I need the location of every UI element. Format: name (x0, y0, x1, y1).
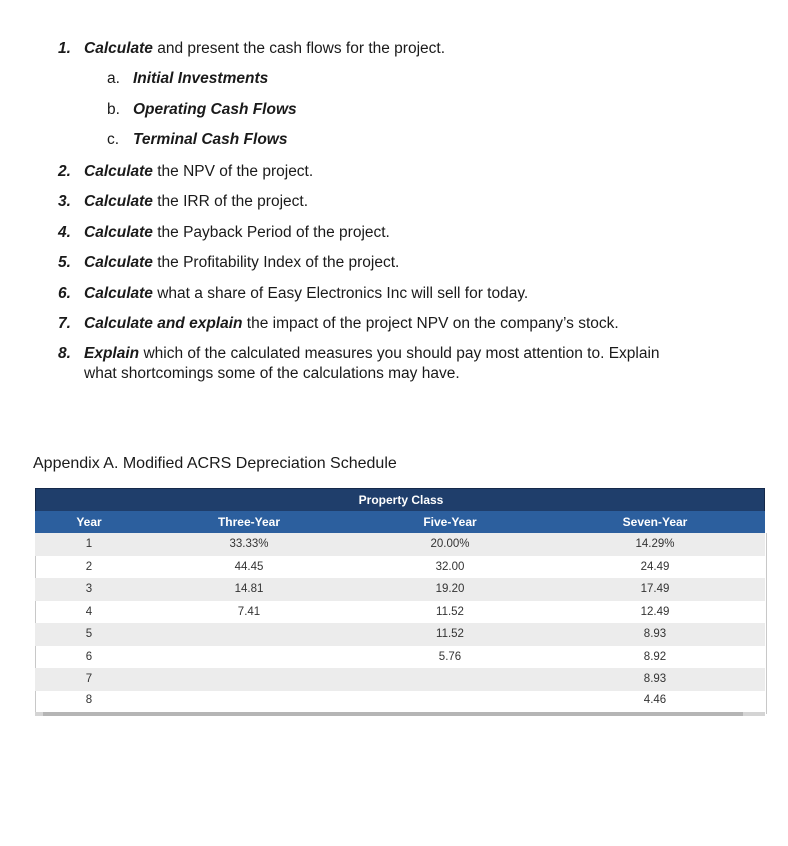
subitem-text: Initial Investments (133, 70, 269, 87)
question-text: which of the calculated measures you should pay most attention to. Explain (139, 345, 660, 362)
subitem-c (107, 130, 288, 150)
question-number: 8. (58, 345, 71, 362)
seven-year-cell: 8.93 (643, 673, 667, 685)
five-year-cell: 32.00 (435, 560, 465, 573)
five-year-cell: 5.76 (438, 650, 462, 663)
question-verb: Calculate (84, 285, 153, 302)
question-verb: Explain (84, 345, 140, 362)
question-3 (58, 192, 308, 212)
column-header-five-year: Five-Year (423, 515, 477, 529)
year-cell: 1 (85, 538, 93, 550)
column-header-row (35, 511, 765, 533)
seven-year-cell: 17.49 (640, 583, 670, 595)
column-header-seven-year: Seven-Year (622, 515, 688, 529)
column-header-year: Year (76, 515, 102, 529)
seven-year-cell: 14.29% (635, 538, 675, 550)
five-year-cell: 11.52 (436, 628, 464, 640)
subitem-text: Operating Cash Flows (133, 101, 297, 118)
table-row (35, 533, 765, 556)
question-7 (58, 314, 619, 334)
property-class-label: Property Class (358, 493, 444, 507)
question-8-continuation (84, 364, 460, 384)
question-5 (58, 253, 400, 273)
appendix-title: Appendix A. Modified ACRS Depreciation Schedule (33, 455, 397, 472)
five-year-cell: 20.00% (430, 538, 470, 550)
year-cell: 5 (85, 628, 93, 640)
question-6 (58, 284, 529, 304)
three-year-cell: 44.45 (234, 560, 264, 573)
table-row (35, 689, 765, 712)
question-text: what a share of Easy Electronics Inc will sell for today. (152, 285, 529, 302)
question-verb: Calculate (84, 254, 153, 271)
seven-year-cell: 8.92 (643, 650, 667, 663)
question-text: the impact of the project NPV on the company’s stock. (242, 315, 619, 332)
table-row (35, 556, 765, 579)
subitem-text: Terminal Cash Flows (133, 131, 288, 148)
question-number: 1. (58, 40, 71, 57)
five-year-cell: 19.20 (435, 583, 465, 595)
question-number: 5. (58, 254, 71, 271)
question-verb: Calculate (84, 40, 153, 57)
question-text: the IRR of the project. (152, 193, 308, 210)
table-row (35, 646, 765, 669)
three-year-cell: 7.41 (237, 605, 261, 618)
subitem-letter: a. (107, 70, 120, 87)
question-1 (58, 39, 445, 59)
question-number: 2. (58, 163, 71, 180)
question-verb: Calculate (84, 163, 153, 180)
year-cell: 4 (85, 605, 93, 618)
question-text: what shortcomings some of the calculations may have. (84, 365, 460, 382)
question-number: 3. (58, 193, 71, 210)
three-year-cell: 33.33% (229, 538, 269, 550)
horizontal-scrollbar[interactable] (35, 712, 765, 716)
year-cell: 3 (85, 583, 93, 595)
question-2 (58, 162, 314, 182)
question-number: 6. (58, 285, 71, 302)
question-text: the Profitability Index of the project. (152, 254, 400, 271)
table-row (35, 623, 765, 646)
seven-year-cell: 12.49 (640, 605, 670, 618)
question-text: the Payback Period of the project. (152, 224, 390, 241)
subitem-b (107, 100, 297, 120)
five-year-cell: 11.52 (436, 605, 464, 618)
column-header-three-year: Three-Year (217, 515, 281, 529)
subitem-a (107, 69, 269, 89)
three-year-cell: 14.81 (234, 583, 264, 595)
question-4 (58, 223, 390, 243)
question-verb: Calculate (84, 193, 153, 210)
subitem-letter: b. (107, 101, 120, 118)
seven-year-cell: 24.49 (640, 560, 670, 573)
table-row (35, 668, 765, 691)
seven-year-cell: 4.46 (643, 694, 667, 706)
year-cell: 7 (85, 673, 93, 685)
question-verb: Calculate and explain (84, 315, 243, 332)
question-8 (58, 344, 660, 364)
question-number: 4. (58, 224, 71, 241)
depreciation-table (35, 488, 765, 714)
question-text: and present the cash flows for the project. (152, 40, 445, 57)
seven-year-cell: 8.93 (643, 628, 667, 640)
table-row (35, 578, 765, 601)
question-number: 7. (58, 315, 71, 332)
year-cell: 6 (85, 650, 93, 663)
year-cell: 2 (85, 560, 93, 573)
year-cell: 8 (85, 694, 93, 706)
scrollbar-thumb[interactable] (43, 712, 743, 716)
question-text: the NPV of the project. (152, 163, 314, 180)
question-verb: Calculate (84, 224, 153, 241)
table-row (35, 601, 765, 624)
subitem-letter: c. (107, 131, 120, 148)
property-class-header (35, 488, 765, 512)
